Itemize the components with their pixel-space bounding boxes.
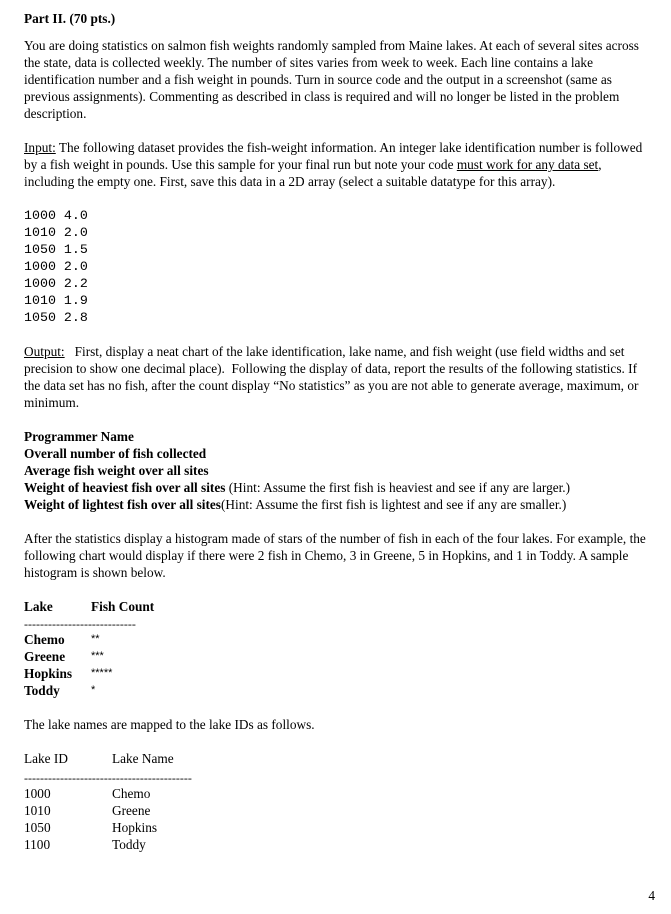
- data-line: 1010 1.9: [24, 293, 88, 308]
- output-paragraph: [24, 343, 654, 411]
- mapping-col-id: Lake ID: [24, 751, 68, 766]
- lake-mapping-table: [24, 750, 654, 853]
- document-page: [24, 10, 654, 853]
- histogram-row: Chemo **: [24, 632, 100, 647]
- intro-paragraph: You are doing statistics on salmon fish weights randomly sampled from Maine lakes. At each of several sites across the state, data is collected weekly. The number of sites varies from week to week. Each line contains a lake identification number and a fish weight in pounds. Turn in source code and the output in a screenshot (same as previous assignments). Commenting as described in class is required and will no longer be listed in the problem description.: [24, 38, 639, 121]
- histogram-col-count: Fish Count: [91, 599, 155, 614]
- input-label: Input:: [24, 140, 56, 155]
- stat-hint: (Hint: Assume the first fish is lightest and see if any are smaller.): [220, 497, 567, 512]
- output-label: Output:: [24, 344, 65, 359]
- data-line: 1000 4.0: [24, 208, 88, 223]
- histogram-separator: ----------------------------: [24, 617, 136, 631]
- data-line: 1050 2.8: [24, 310, 88, 325]
- data-line: 1050 1.5: [24, 242, 88, 257]
- data-line: 1000 2.2: [24, 276, 88, 291]
- input-underlined-text: must work for any data set: [456, 157, 599, 172]
- histogram-intro-paragraph: After the statistics display a histogram made of stars of the number of fish in each of the four lakes. For example, the following chart would display if there were 2 fish in Chemo, 3 in Greene, 5 in Hopkins, and 1 in Toddy. A sample histogram is shown below.: [24, 531, 646, 580]
- mapping-separator: ------------------------------------------: [24, 771, 192, 785]
- output-text: First, display a neat chart of the lake identification, lake name, and fish weight (use field widths and set precision to show one decimal place). Following the display of data, report the results of the following statistics. If the data set has no fish, after the count display “No statistics” as you are not able to generate average, maximum, or minimum.: [24, 344, 642, 410]
- data-line: 1000 2.0: [24, 259, 88, 274]
- mapping-intro-paragraph: The lake names are mapped to the lake IDs as follows.: [24, 717, 315, 732]
- stat-hint: (Hint: Assume the first fish is heaviest and see if any are larger.): [225, 480, 571, 495]
- input-paragraph: [24, 139, 654, 190]
- stat-item: Weight of heaviest fish over all sites (Hint: Assume the first fish is heaviest and see if any are larger.): [24, 480, 571, 495]
- mapping-row: 1100 Toddy: [24, 837, 146, 852]
- mapping-header: [24, 750, 654, 767]
- stat-item: Programmer Name: [24, 429, 134, 444]
- histogram-header: [24, 598, 654, 615]
- stat-item: Average fish weight over all sites: [24, 463, 209, 478]
- stat-item: Weight of lightest fish over all sites(Hint: Assume the first fish is lightest and see if any are smaller.): [24, 497, 567, 512]
- input-text-1: The following dataset provides the fish-weight information. An integer lake identification number is followed by a fish weight in pounds. Use this sample for your final run but note your code: [24, 140, 643, 172]
- page-number: 4: [648, 888, 655, 903]
- dataset-block: [24, 207, 654, 326]
- section-heading: Part II. (70 pts.): [24, 11, 116, 26]
- histogram-row: Hopkins *****: [24, 666, 113, 681]
- stat-item: Overall number of fish collected: [24, 446, 207, 461]
- histogram-col-lake: Lake: [24, 599, 53, 614]
- histogram-row: Toddy *: [24, 683, 96, 698]
- input-text-2: , including the empty one. First, save this data in a 2D array (select a suitable datatype for this array).: [24, 157, 602, 189]
- statistics-list: [24, 428, 654, 513]
- mapping-row: 1010 Greene: [24, 803, 151, 818]
- mapping-col-name: Lake Name: [112, 751, 174, 766]
- histogram-row: Greene ***: [24, 649, 104, 664]
- data-line: 1010 2.0: [24, 225, 88, 240]
- mapping-row: 1000 Chemo: [24, 786, 151, 801]
- mapping-row: 1050 Hopkins: [24, 820, 158, 835]
- histogram-sample: [24, 598, 654, 699]
